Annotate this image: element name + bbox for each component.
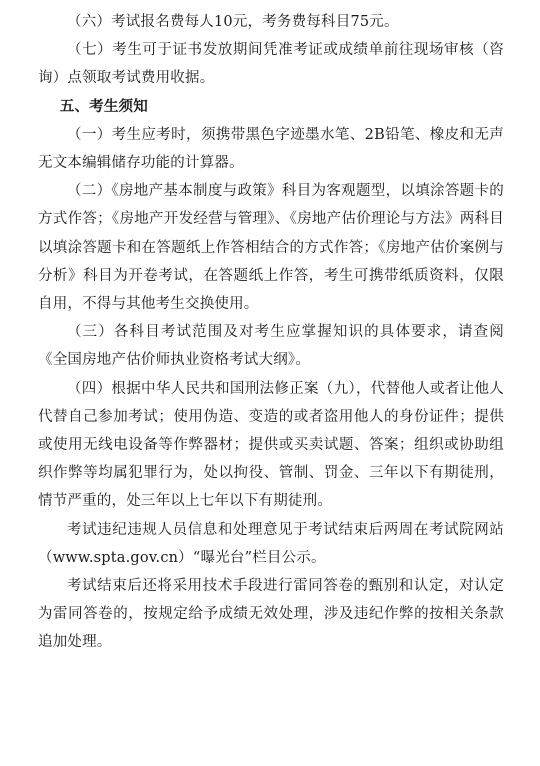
- para-criminal-law: （四）根据中华人民共和国刑法修正案（九），代替他人或者让他人代替自己参加考试；使用伪造、变造的或者盗用他人的身份证件；提供或使用无线电设备等作弊器材；提供或买卖试题、答案；组织或协助组织作弊等均属犯罪行为，处以拘役、管制、罚金、三年以下有期徒刑，情节严重的，处三年以上七年以下有期徒刑。: [38, 380, 504, 510]
- para-exam-fee: （六）考试报名费每人10元，考务费每科目75元。: [67, 14, 399, 30]
- para-exam-scope: （三）各科目考试范围及对考生应掌握知识的具体要求，请查阅《全国房地产估价师执业资格考试大纲》。: [38, 324, 504, 369]
- para-exam-supplies: （一）考生应考时，须携带黑色字迹墨水笔、2B铅笔、橡皮和无声无文本编辑储存功能的计算器。: [38, 126, 504, 172]
- para-identical-answers: 考试结束后还将采用技术手段进行雷同答卷的甄别和认定，对认定为雷同答卷的，按规定给予成绩无效处理，涉及违纪作弊的按相关条款追加处理。: [38, 578, 504, 651]
- section-heading-candidate-notice: 五、考生须知: [59, 97, 148, 115]
- para-violation-disclosure: 考试违纪违规人员信息和处理意见于考试结束后两周在考试院网站（www.spta.gov.cn）“曝光台”栏目公示。: [38, 521, 504, 566]
- para-answer-format: （二）《房地产基本制度与政策》科目为客观题型，以填涂答题卡的方式作答；《房地产开发经营与管理》、《房地产估价理论与方法》两科目以填涂答题卡和在答题纸上作答相结合的方式作答；《房地产估价案例与分析》科目为开卷考试，在答题纸上作答，考生可携带纸质资料，仅限自用，不得与其他考生交换使用。: [38, 183, 504, 313]
- para-fee-receipt: （七）考生可于证书发放期间凭准考证或成绩单前往现场审核（咨询）点领取考试费用收据。: [38, 42, 504, 87]
